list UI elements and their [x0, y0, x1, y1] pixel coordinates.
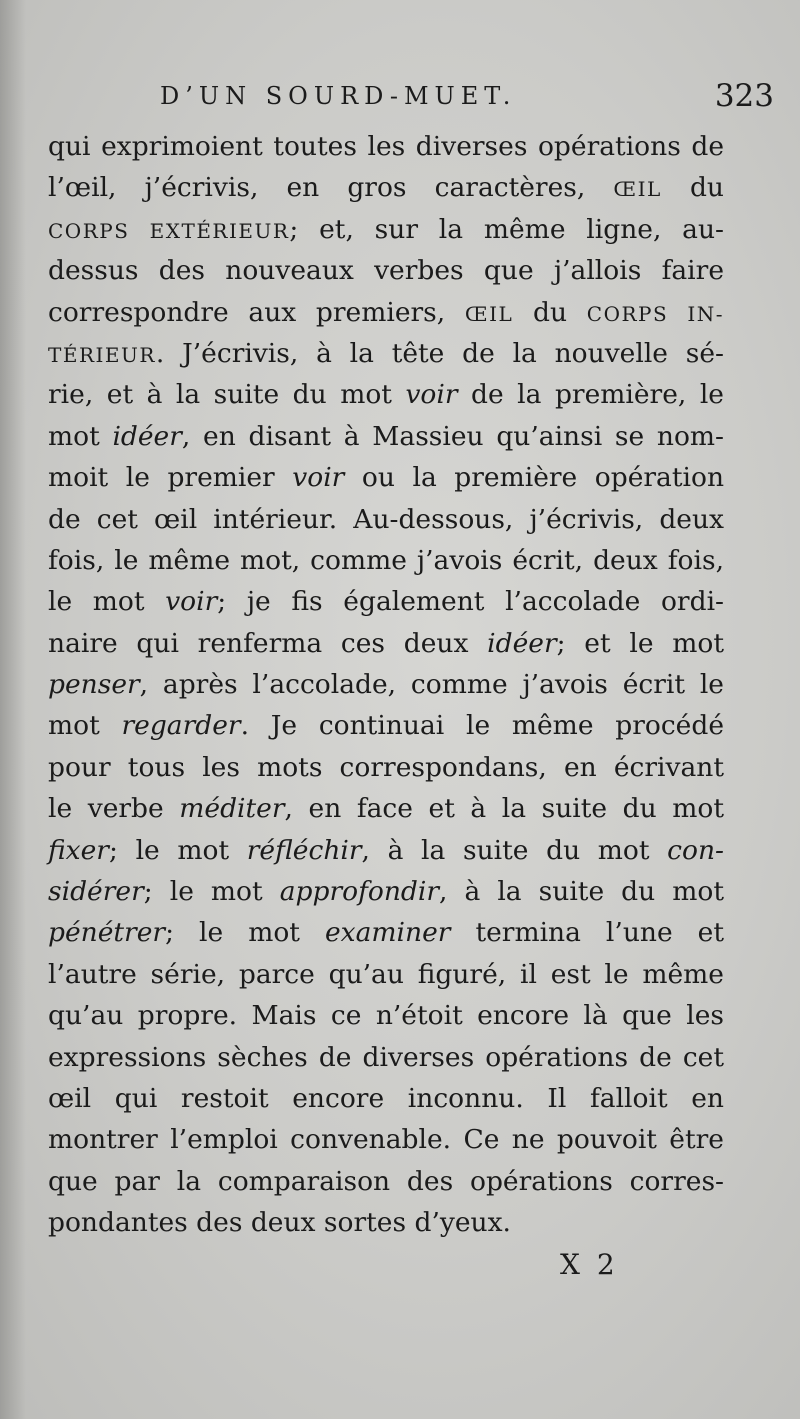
- text-segment: , après l’accolade, comme j’avois écrit le: [139, 669, 724, 701]
- text-line: [48, 581, 724, 622]
- text-segment: ; je fis également l’accolade ordi-: [217, 586, 724, 618]
- italic-word: penser: [48, 669, 140, 701]
- text-segment: du: [661, 172, 724, 204]
- text-line: [48, 623, 724, 664]
- italic-word: fixer: [48, 834, 109, 866]
- text-line: [48, 250, 724, 291]
- italic-word: méditer: [179, 793, 285, 825]
- text-line: [48, 333, 724, 374]
- text-segment: œil qui restoit encore inconnu. Il falloit en: [48, 1082, 724, 1114]
- text-segment: , à la suite du mot: [361, 834, 668, 866]
- text-segment: ou la première opération: [344, 462, 725, 494]
- italic-word: idéer: [487, 627, 557, 659]
- text-segment: mot: [48, 710, 122, 742]
- text-line: [48, 167, 724, 208]
- text-segment: , en disant à Massieu qu’ainsi se nom-: [181, 420, 724, 452]
- page-number: 323: [714, 78, 774, 114]
- small-caps-word: TÉRIEUR: [48, 342, 156, 367]
- text-line: [48, 1078, 724, 1119]
- small-caps-word: CORPS EXTÉRIEUR: [48, 218, 290, 243]
- text-segment: pour tous les mots correspondans, en écrivant: [48, 751, 724, 783]
- italic-word: examiner: [324, 917, 451, 949]
- text-segment: de la première, le: [457, 379, 724, 411]
- text-line: [48, 1037, 724, 1078]
- page-header: [50, 78, 774, 118]
- text-segment: montrer l’emploi convenable. Ce ne pouvoit être: [48, 1124, 724, 1156]
- text-segment: expressions sèches de diverses opérations de cet: [48, 1041, 724, 1073]
- text-segment: termina l’une et: [450, 917, 724, 949]
- text-line: [48, 209, 724, 250]
- small-caps-word: ŒIL: [464, 301, 514, 326]
- text-line: [48, 499, 724, 540]
- text-line: [48, 416, 724, 457]
- italic-word: sidérer: [48, 876, 144, 908]
- text-line: [48, 830, 724, 871]
- text-line: [48, 457, 724, 498]
- text-segment: correspondre aux premiers,: [48, 296, 465, 328]
- text-line: [48, 788, 724, 829]
- italic-word: voir: [405, 379, 458, 411]
- italic-word: pénétrer: [48, 917, 166, 949]
- text-segment: , en face et à la suite du mot: [284, 793, 724, 825]
- text-segment: ; et le mot: [556, 627, 724, 659]
- text-line: [48, 374, 724, 415]
- text-line: [48, 995, 724, 1036]
- text-line: [48, 747, 724, 788]
- text-segment: ; le mot: [143, 876, 280, 908]
- text-segment: dessus des nouveaux verbes que j’allois faire: [48, 255, 724, 287]
- page-gutter-shadow: [0, 0, 26, 1419]
- text-segment: . Je continuai le même procédé: [240, 710, 725, 742]
- running-head: D’UN SOURD-MUET.: [160, 82, 517, 110]
- text-segment: pondantes des deux sortes d’yeux.: [48, 1207, 511, 1239]
- italic-word: regarder: [121, 710, 241, 742]
- italic-word: con-: [667, 834, 724, 866]
- italic-word: voir: [165, 586, 218, 618]
- text-segment: l’autre série, parce qu’au figuré, il est le même: [48, 958, 724, 990]
- text-segment: du: [513, 296, 587, 328]
- text-segment: l’œil, j’écrivis, en gros caractères,: [48, 172, 614, 204]
- text-segment: naire qui renferma ces deux: [48, 627, 488, 659]
- text-segment: de cet œil intérieur. Au-dessous, j’écrivis, deux: [48, 503, 724, 535]
- text-line: [48, 705, 724, 746]
- text-segment: ; le mot: [165, 917, 325, 949]
- text-segment: mot: [48, 420, 113, 452]
- italic-word: approfondir: [279, 876, 440, 908]
- text-segment: rie, et à la suite du mot: [48, 379, 406, 411]
- body-text: [48, 126, 724, 1244]
- italic-word: idéer: [112, 420, 182, 452]
- text-line: [48, 292, 724, 333]
- signature-mark: X 2: [560, 1248, 619, 1281]
- text-line: [48, 912, 724, 953]
- text-segment: le verbe: [48, 793, 180, 825]
- text-segment: ; et, sur la même ligne, au-: [289, 213, 724, 245]
- text-segment: , à la suite du mot: [439, 876, 724, 908]
- text-segment: fois, le même mot, comme j’avois écrit, deux fois,: [48, 544, 724, 576]
- text-segment: qui exprimoient toutes les diverses opérations de: [48, 131, 724, 162]
- text-segment: qu’au propre. Mais ce n’étoit encore là que les: [48, 1000, 724, 1032]
- text-line: [48, 126, 724, 167]
- text-segment: le mot: [48, 586, 166, 618]
- text-segment: que par la comparaison des opérations corres-: [48, 1165, 724, 1197]
- text-line: [48, 954, 724, 995]
- italic-word: réfléchir: [246, 834, 362, 866]
- text-line: [48, 1119, 724, 1160]
- text-line: [48, 1202, 724, 1243]
- text-segment: moit le premier: [48, 462, 293, 494]
- small-caps-word: ŒIL: [613, 177, 662, 202]
- text-line: [48, 664, 724, 705]
- text-line: [48, 540, 724, 581]
- text-segment: . J’écrivis, à la tête de la nouvelle sé-: [155, 337, 724, 369]
- text-segment: ; le mot: [108, 834, 247, 866]
- small-caps-word: CORPS IN-: [586, 301, 724, 326]
- italic-word: voir: [292, 462, 345, 494]
- text-line: [48, 871, 724, 912]
- text-line: [48, 1161, 724, 1202]
